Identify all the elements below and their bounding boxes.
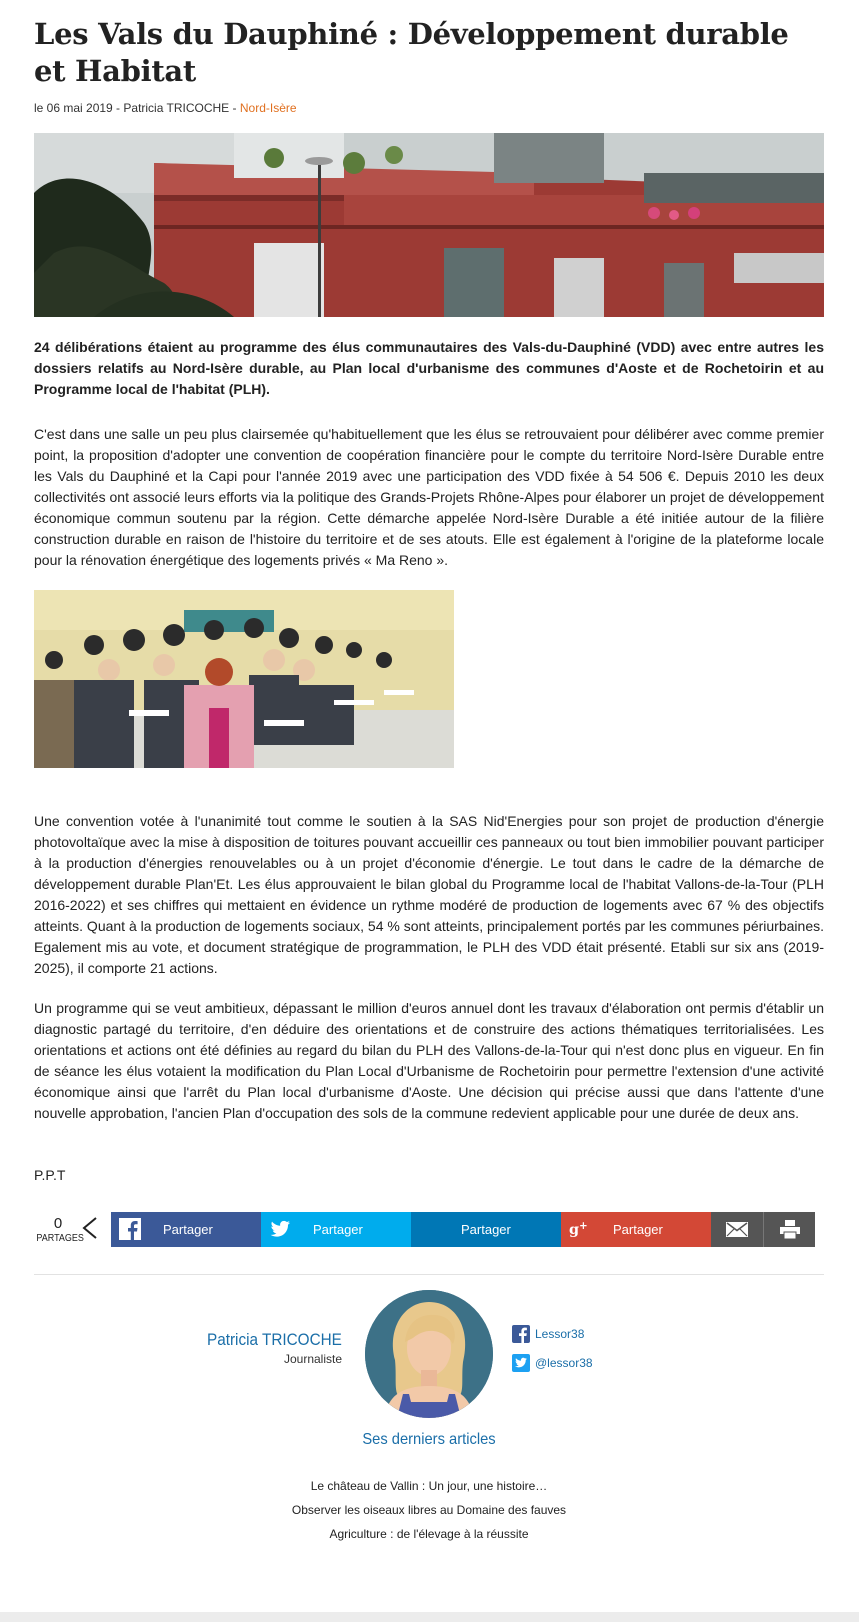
author-block [34, 1290, 824, 1590]
article-meta [34, 101, 824, 116]
article [34, 16, 824, 1244]
envelope-icon [726, 1222, 748, 1237]
share-count [34, 1216, 82, 1246]
facebook-share-label: Partager [163, 1222, 213, 1237]
share-count-value: 0 [53, 1215, 63, 1232]
author-role: Journaliste [283, 1352, 342, 1366]
meeting-photo [34, 590, 454, 768]
print-button[interactable] [763, 1212, 815, 1247]
svg-text:g: g [569, 1221, 580, 1239]
recent-article-link[interactable]: Le château de Vallin : Un jour, une histoire… [310, 1479, 548, 1493]
twitter-icon [269, 1218, 291, 1240]
article-date-author: le 06 mai 2019 - Patricia TRICOCHE - [34, 101, 240, 115]
linkedin-share-label: Partager [461, 1222, 511, 1237]
recent-articles-title: Ses derniers articles [362, 1431, 496, 1448]
googleplus-share-button[interactable] [561, 1212, 711, 1247]
article-paragraph: Un programme qui se veut ambitieux, dépassant le million d'euros annuel dont les travaux d'élaboration ont permis d'établir un diagnostic partagé du territoire, d'en déduire des orientations et de construire des actions thématiques territorialisées. Les orientations et actions ont été définies au regard du bilan du PLH des Vallons-de-la-Tour qui n'est donc plus en vigueur. En fin de séance les élus votaient la modification du Plan Local d'Urbanisme de Rochetoirin pour permettre l'extension d'une activité économique ainsi que l'arrêt du Plan local d'urbanisme d'Aoste. Une décision qui précise aussi que dans l'attente d'une nouvelle approbation, l'ancien Plan d'occupation des sols de la commune redevient applicable pour une durée de deux ans. [34, 1000, 824, 1121]
article-signature: P.P.T [34, 1167, 66, 1183]
svg-text:+: + [579, 1221, 588, 1232]
googleplus-share-label: Partager [613, 1222, 663, 1237]
share-icon [80, 1214, 100, 1242]
facebook-icon [119, 1218, 141, 1240]
author-name[interactable]: Patricia TRICOCHE [207, 1330, 342, 1349]
author-facebook-handle: Lessor38 [535, 1327, 585, 1341]
googleplus-icon [569, 1218, 591, 1240]
linkedin-share-button[interactable] [411, 1212, 561, 1247]
article-paragraph: C'est dans une salle un peu plus clairsemée qu'habituellement que les élus se retrouvaient pour délibérer avec comme premier point, la proposition d'adopter une convention de coopération financière pour le compte du territoire Nord-Isère Durable entre les Vals du Dauphiné et la Capi pour l'année 2019 avec une participation des VDD fixée à 54 506 €. Depuis 2010 les deux collectivités ont associé leurs efforts via la politique des Grands-Projets Rhône-Alpes pour élaborer un projet de développement économique commun soutenu par la région. Cette démarche appelée Nord-Isère Durable a été initiée autour de la filière construction durable en raison de l'histoire du territoire et de ses atouts. Elle est également à l'origine de la plateforme locale pour la rénovation énergétique des logements privés « Ma Reno ». [34, 426, 824, 568]
author-twitter-link[interactable] [512, 1353, 593, 1373]
author-twitter-handle: @lessor38 [535, 1356, 593, 1370]
share-bar [34, 1212, 824, 1247]
recent-article-link[interactable]: Observer les oiseaux libres au Domaine des fauves [291, 1503, 567, 1517]
category-link[interactable]: Nord-Isère [239, 101, 297, 115]
article-title: Les Vals du Dauphiné : Développement durable et Habitat [34, 17, 789, 88]
article-paragraph: Une convention votée à l'unanimité tout comme le soutien à la SAS Nid'Energies pour son projet de production d'énergie photovoltaïque avec la mise à disposition de toitures pouvant accueillir ces panneaux ou tout bien immobilier pouvant participer à la production d'énergies renouvelables ou à un projet d'économie d'énergie. Le tout dans le cadre de la démarche de développement durable Plan'Et. Les élus approuvaient le bilan global du Programme local de l'habitat Vallons-de-la-Tour (PLH 2016-2022) et ses chiffres qui mettaient en évidence un rythme modéré de production de logements avec 67 % des objectifs atteints. Quant à la production de logements sociaux, 54 % sont atteints, principalement portés par les communes périurbaines. Egalement mis au vote, et document stratégique de programmation, le PLH des VDD était présenté. Etabli sur six ans (2019-2025), il comporte 21 actions. [34, 813, 824, 976]
twitter-share-label: Partager [313, 1222, 363, 1237]
divider [34, 1274, 824, 1275]
twitter-icon [512, 1354, 530, 1372]
hero-image [34, 133, 824, 317]
printer-icon [780, 1220, 800, 1239]
footer-strip [0, 1612, 859, 1622]
facebook-share-button[interactable] [111, 1212, 261, 1247]
article-lead: 24 délibérations étaient au programme des élus communautaires des Vals-du-Dauphiné (VDD) avec entre autres les dossiers relatifs au Nord-Isère durable, au Plan local d'urbanisme des communes d'Aoste et de Rochetoirin et au Programme local de l'habitat (PLH). [34, 339, 824, 397]
twitter-share-button[interactable] [261, 1212, 411, 1247]
facebook-icon [512, 1325, 530, 1343]
recent-articles-list [34, 1474, 824, 1546]
share-count-label: PARTAGES [36, 1233, 84, 1244]
author-facebook-link[interactable] [512, 1324, 584, 1344]
email-share-button[interactable] [711, 1212, 763, 1247]
author-avatar [365, 1290, 493, 1418]
recent-article-link[interactable]: Agriculture : de l'élevage à la réussite [329, 1527, 529, 1541]
